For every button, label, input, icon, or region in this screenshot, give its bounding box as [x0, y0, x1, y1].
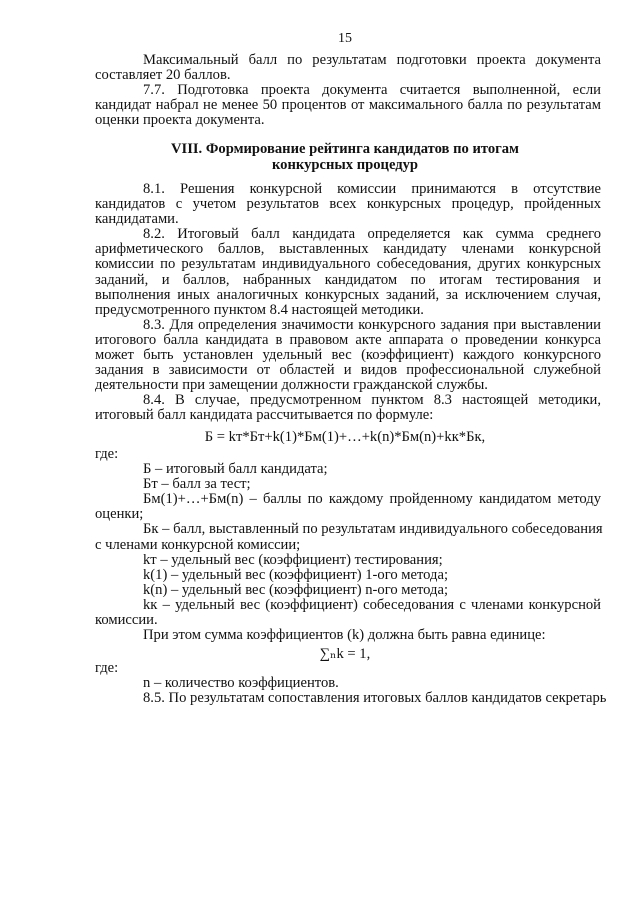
paragraph-block-8-1-to-8-4: [95, 182, 601, 424]
text-line: предусмотренного пунктом 8.4 настоящей методики.: [95, 301, 424, 318]
text-line: где:: [95, 446, 119, 462]
text-line: с членами конкурсной комиссии;: [95, 536, 301, 553]
text-line: kк – удельный вес (коэффициент) собеседования с членами конкурсной: [143, 596, 601, 613]
text-line: итогового балла кандидата в правовом акте аппарата о проведении конкурса: [95, 331, 601, 348]
text-line: Бм(1)+…+Бм(n) – баллы по каждому пройденному кандидатом методу: [143, 491, 601, 508]
text-line: Бт – балл за тест;: [143, 476, 251, 493]
text-line: 7.7. Подготовка проекта документа считается выполненной, если: [143, 82, 601, 99]
text-line: 8.1. Решения конкурсной комиссии принимаются в отсутствие: [143, 181, 601, 197]
formula-definitions: [95, 447, 601, 643]
text-line: может быть установлен удельный вес (коэффициент) каждого конкурсного: [95, 347, 601, 364]
text-line: заданий, и баллов, набранных кандидатом по итогам тестирования и: [95, 271, 601, 288]
text-line: арифметического баллов, выставленных кандидату членами конкурсной: [95, 241, 601, 258]
text-line: При этом сумма коэффициентов (k) должна быть равна единице:: [143, 627, 546, 644]
text-line: 8.2. Итоговый балл кандидата определяется как сумма среднего: [143, 226, 601, 243]
page-number: 15: [338, 31, 352, 46]
text-line: задания в зависимости от областей и видов профессиональной служебной: [95, 362, 601, 379]
text-line: комиссии.: [95, 612, 158, 629]
text-line: деятельности при замещении должности гражданской службы.: [95, 377, 488, 394]
text-line: 8.5. По результатам сопоставления итоговых баллов кандидатов секретарь: [143, 690, 607, 707]
text-line: где:: [95, 660, 119, 676]
text-line: итоговый балл кандидата рассчитывается по формуле:: [95, 407, 434, 424]
text-line: Бк – балл, выставленный по результатам индивидуального собеседования: [143, 521, 603, 538]
text-line: 8.3. Для определения значимости конкурсного задания при выставлении: [143, 316, 601, 333]
text-line: оценки проекта документа.: [95, 112, 265, 129]
text-line: n – количество коэффициентов.: [143, 675, 339, 692]
text-line: комиссии по результатам индивидуального собеседования, других конкурсных: [95, 256, 601, 273]
section-heading-line: VIII. Формирование рейтинга кандидатов по итогам: [170, 141, 519, 157]
formula-total-score: Б = kт*Бт+k(1)*Бм(1)+…+k(n)*Бм(n)+kк*Бк,: [204, 429, 486, 445]
text-line: Б – итоговый балл кандидата;: [143, 461, 328, 478]
formula-coefficient-sum: ∑ₙk = 1,: [319, 646, 371, 662]
text-line: кандидатами.: [95, 211, 179, 228]
text-line: кандидат набрал не менее 50 процентов от максимального балла по результатам: [95, 97, 601, 114]
paragraph-block-7: [95, 53, 601, 128]
section-heading: [95, 141, 595, 173]
text-line: k(1) – удельный вес (коэффициент) 1-ого метода;: [143, 566, 449, 583]
text-line: оценки;: [95, 506, 144, 523]
text-line: составляет 20 баллов.: [95, 67, 231, 84]
text-line: Максимальный балл по результатам подготовки проекта документа: [143, 52, 601, 68]
text-line: 8.4. В случае, предусмотренном пунктом 8.3 настоящей методики,: [143, 392, 601, 409]
text-line: kт – удельный вес (коэффициент) тестирования;: [143, 551, 443, 568]
text-line: выполнения иных аналогичных конкурсных заданий, за исключением случая,: [95, 286, 601, 303]
text-line: кандидатов с учетом результатов всех конкурсных процедур, пройденных: [95, 196, 601, 213]
paragraph-block-8-5: [95, 660, 607, 707]
text-line: k(n) – удельный вес (коэффициент) n-ого метода;: [143, 581, 449, 598]
section-heading-line: конкурсных процедур: [271, 157, 419, 173]
